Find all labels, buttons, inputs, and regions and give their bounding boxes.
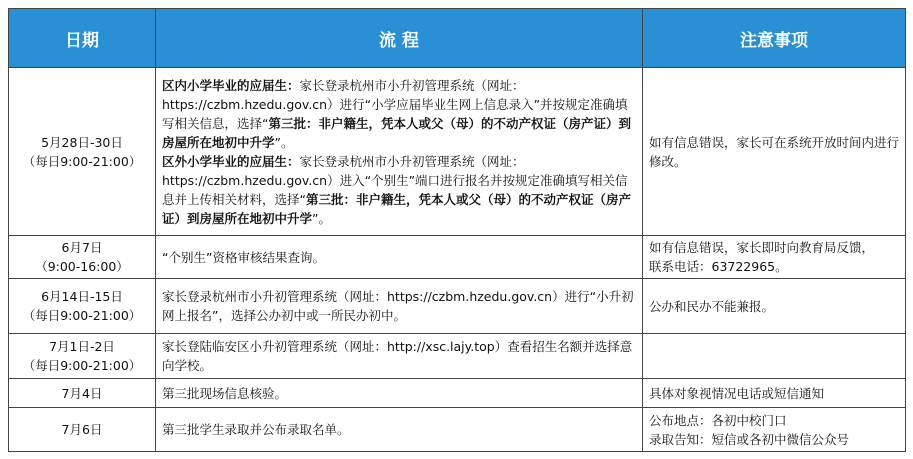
notes-cell [643,408,906,452]
table-row [9,68,906,236]
notes-cell [643,334,906,379]
time-text: （每日9:00-21:00） [22,358,142,373]
date-text: 6月7日 [61,240,103,255]
date-cell [9,236,156,279]
date-text: 7月6日 [61,422,103,437]
process-cell: 家长登陆临安区小升初管理系统（网址：http://xsc.lajy.top）查看招生名额并选择意向学校。 [156,334,643,379]
process-paragraph [162,152,636,228]
header-notes: 注意事项 [643,9,906,68]
process-text: 家长登录杭州市小升初管理系统（网址：https://czbm.hzedu.gov.cn）进行“小学应届毕业生网上信息录入”并按规定准确填写相关信息，选择“ [162,77,628,131]
schedule-table [8,8,906,452]
process-cell: 第三批学生录取并公布录取名单。 [156,408,643,452]
date-cell [9,334,156,379]
date-text: 7月4日 [61,385,103,401]
notes-cell [643,379,906,408]
note-text: 如有信息错误，家长可在系统开放时间内进行修改。 [649,134,900,169]
note-text: 公布地点：各初中校门口 [649,412,787,428]
process-paragraph [162,76,636,152]
date-text: 7月1日-2日 [49,339,115,354]
header-process: 流 程 [156,9,643,68]
header-date: 日期 [9,9,156,68]
process-cell: “个别生”资格审核结果查询。 [156,236,643,279]
process-bold: 区外小学毕业的应届生： [162,153,300,169]
process-cell: 第三批现场信息核验。 [156,379,643,408]
date-cell [9,379,156,408]
time-text: （每日9:00-21:00） [22,308,142,323]
notes-cell [643,236,906,279]
table-row [9,379,906,408]
note-text: 具体对象视情况电话或短信通知 [649,385,825,401]
date-cell [9,68,156,236]
note-text: 如有信息错误，家长即时向教育局反馈， [649,240,875,255]
time-text: （每日9:00-21:00） [22,153,142,169]
table-row [9,279,906,334]
process-cell [156,68,643,236]
process-text: ”。 [274,134,294,150]
process-text: 家长登录杭州市小升初管理系统（网址：https://czbm.hzedu.gov.cn）进入“个别生”端口进行报名并按规定准确填写相关信息并上传相关材料，选择“ [162,153,628,207]
notes-cell [643,279,906,334]
process-bold: 第三批：非户籍生，凭本人或父（母）的不动产权证（房产证）到房屋所在地初中升学 [162,115,631,150]
table-row [9,334,906,379]
time-text: （9:00-16:00） [35,259,129,274]
process-text: ”。 [312,210,331,226]
header-row [9,9,906,68]
table-row [9,408,906,452]
process-cell: 家长登录杭州市小升初管理系统（网址：https://czbm.hzedu.gov.cn）进行“小升初网上报名”，选择公办初中或一所民办初中。 [156,279,643,334]
note-text: 公办和民办不能兼报。 [649,298,775,314]
date-cell [9,279,156,334]
note-text: 录取告知：短信或各初中微信公众号 [649,431,850,447]
notes-cell [643,68,906,236]
date-text: 6月14日-15日 [41,289,123,304]
process-bold: 第三批：非户籍生，凭本人或父（母）的不动产权证（房产证）到房屋所在地初中升学 [162,191,631,226]
date-text: 5月28日-30日 [41,134,123,150]
process-bold: 区内小学毕业的应届生： [162,77,300,93]
date-cell [9,408,156,452]
note-text: 联系电话：63722965。 [649,259,788,274]
table-row [9,236,906,279]
